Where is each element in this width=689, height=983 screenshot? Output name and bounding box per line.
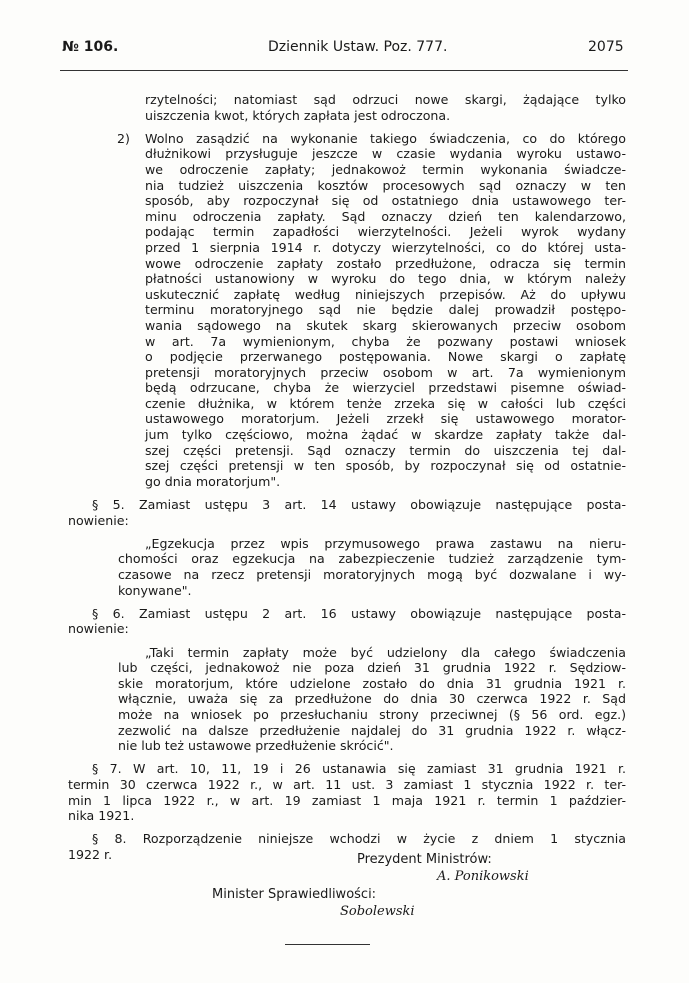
text-line: lub części, jednakowoż nie poza dzień 31 grudnia 1922 r. Sędziow- [118, 660, 626, 676]
text-line: szej części pretensji. Sąd oznaczy termin do uiszczenia tej dal- [145, 442, 626, 458]
text-line: włącznie, uważa się za przedłużone do dnia 30 czerwca 1922 r. Sąd [118, 691, 626, 707]
text-line: uiszczenia kwot, których zapłata jest odroczona. [145, 107, 451, 123]
text-line: w art. 7a wymienionym, chyba że pozwany postawi wniosek [145, 333, 626, 349]
text-line: podając termin zapadłości wierzytelności. Jeżeli wyrok wydany [145, 224, 626, 240]
list-marker: 2) [117, 130, 130, 146]
paragraph-quote [68, 536, 626, 598]
text-line: chomości oraz egzekucja na zabezpieczenie tudzież zarządzenie tym- [118, 551, 626, 567]
paragraph-sec [68, 497, 626, 528]
issue-number: № 106. [62, 39, 119, 55]
text-line: ustawowego moratorjum. Jeżeli zrzekł się ustawowego morator- [145, 411, 626, 427]
text-line: „Taki termin zapłaty może być udzielony dla całego świadczenia [145, 644, 626, 660]
document-body [68, 92, 626, 870]
text-line: § 5. Zamiast ustępu 3 art. 14 ustawy obowiązuje następujące posta- [92, 497, 626, 513]
header-rule [60, 70, 628, 71]
text-line: wowe odroczenie zapłaty zostało przedłużone, odracza się termin [145, 255, 626, 271]
text-line: o podjęcie przerwanego postępowania. Nowe skargi o zapłatę [145, 349, 626, 365]
text-line: § 6. Zamiast ustępu 2 art. 16 ustawy obowiązuje następujące posta- [92, 605, 626, 621]
pm-signature: A. Ponikowski [437, 869, 529, 884]
text-line: uskutecznić zapłatę według niniejszych przepisów. Aż do upływu [145, 286, 626, 302]
text-line: jum tylko częściowo, można żądać w skardze zapłaty także dal- [145, 427, 626, 443]
text-line: szej części pretensji w ten sposób, by rozpoczynał się od ostatnie- [145, 458, 626, 474]
text-line: może na wniosek po przesłuchaniu strony przeciwnej (§ 56 ord. egz.) [118, 706, 626, 722]
page-number: 2075 [588, 39, 624, 55]
text-line: go dnia moratorjum". [145, 473, 281, 489]
text-line: § 8. Rozporządzenie niniejsze wchodzi w życie z dniem 1 stycznia [92, 831, 626, 847]
closing-rule [285, 944, 370, 945]
text-line: „Egzekucja przez wpis przymusowego prawa zastawu na nieru- [145, 535, 626, 551]
text-line: termin 30 czerwca 1922 r., w art. 11 ust. 3 zamiast 1 stycznia 1922 r. ter- [68, 776, 626, 792]
text-line: nowienie: [68, 512, 129, 528]
text-line: sposób, aby rozpoczynał się od ostatniego dnia ustawowego ter- [145, 193, 626, 209]
justice-minister-signature: Sobolewski [340, 904, 415, 919]
text-line: we odroczenie zapłaty; jednakowoż termin wykonania świadcze- [145, 161, 626, 177]
text-line: wania sądowego na skutek skarg skierowanych przeciw osobom [145, 317, 626, 333]
pm-title: Prezydent Ministrów: [357, 852, 492, 867]
paragraph-sec [68, 606, 626, 637]
text-line: czasowe na rzecz pretensji moratoryjnych mogą być dozwalane i wy- [118, 567, 626, 582]
text-line: min 1 lipca 1922 r., w art. 19 zamiast 1 maja 1921 r. termin 1 paździer- [68, 792, 626, 808]
text-line: § 7. W art. 10, 11, 19 i 26 ustanawia się zamiast 31 grudnia 1921 r. [92, 761, 626, 777]
text-line: nika 1921. [68, 808, 135, 824]
paragraph-sec [68, 831, 626, 862]
text-line: minu odroczenia zapłaty. Sąd oznaczy dzień ten kalendarzowo, [145, 208, 626, 224]
text-line: płatności ustanowiony w wyroku do tego dnia, w którym należy [145, 271, 626, 287]
text-line: czenie dłużnika, w którem tenże zrzeka się w całości lub części [145, 395, 626, 411]
text-line: będą odrzucane, chyba że wierzyciel przedstawi pisemne oświad- [145, 380, 626, 396]
text-line: nia tudzież uiszczenia kosztów procesowych sąd oznaczy w ten [145, 177, 626, 193]
text-line: terminu moratoryjnego sąd nie będzie dalej prowadził postępo- [145, 302, 626, 318]
paragraph-cont [68, 92, 626, 123]
text-line: konywane". [118, 582, 192, 598]
journal-title: Dziennik Ustaw. Poz. 777. [268, 39, 448, 55]
text-line: rzytelności; natomiast sąd odrzuci nowe skargi, żądające tylko [145, 92, 626, 107]
text-line: 1922 r. [68, 846, 113, 862]
text-line: pretensji moratoryjnych przeciw osobom w art. 7a wymienionym [145, 364, 626, 380]
text-line: Wolno zasądzić na wykonanie takiego świadczenia, co do którego [145, 130, 626, 146]
text-line: nowienie: [68, 621, 129, 637]
text-line: przed 1 sierpnia 1914 r. dotyczy wierzytelności, co do której usta- [145, 239, 626, 255]
text-line: zezwolić na dalsze przedłużenie najdalej do 31 grudnia 1922 r. włącz- [118, 722, 626, 738]
paragraph-item [68, 131, 626, 490]
text-line: dłużnikowi przysługuje jeszcze w czasie wydania wyroku ustawo- [145, 146, 626, 162]
paragraph-quote [68, 645, 626, 754]
text-line: skie moratorjum, które udzielone zostało do dnia 31 grudnia 1921 r. [118, 675, 626, 691]
text-line: nie lub też ustawowe przedłużenie skrócić". [118, 738, 394, 754]
justice-minister-title: Minister Sprawiedliwości: [212, 887, 377, 902]
paragraph-sec [68, 761, 626, 823]
